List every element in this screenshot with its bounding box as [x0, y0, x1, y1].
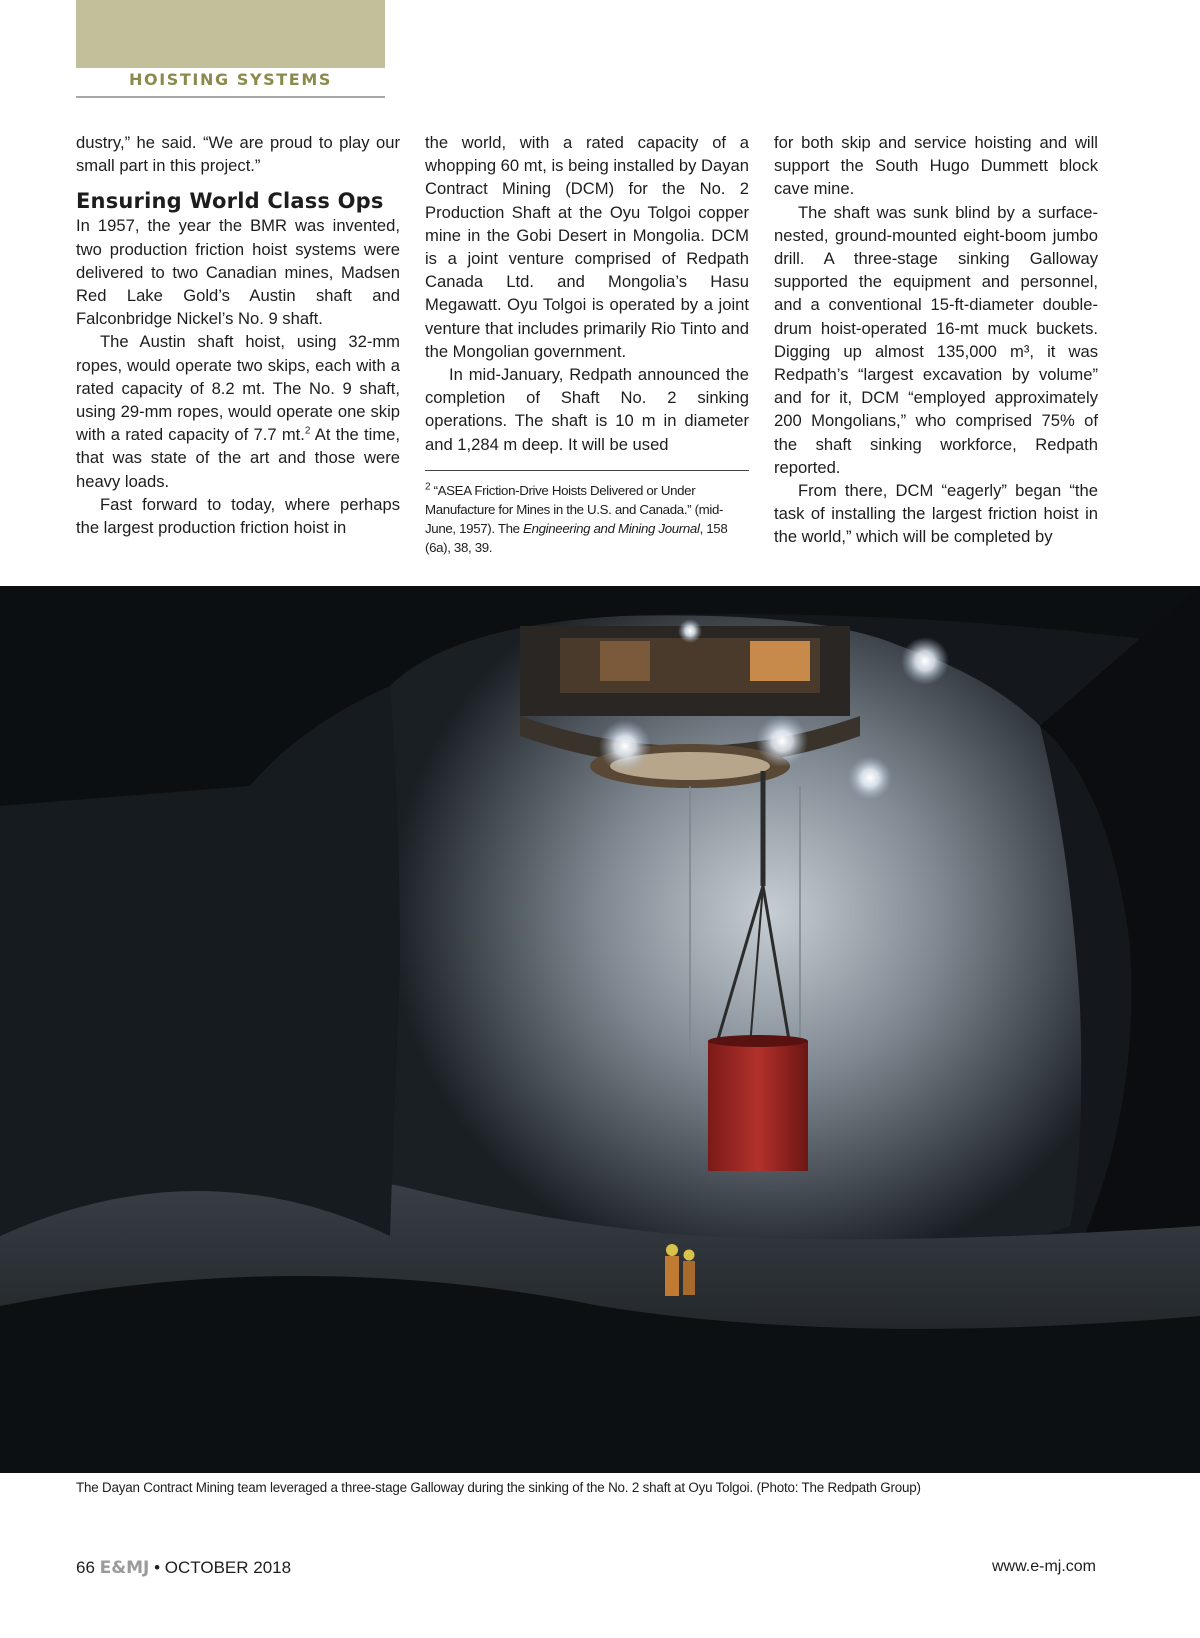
footnote [425, 481, 749, 557]
paragraph [76, 330, 400, 492]
footnote-text: “ASEA Friction-Drive Hoists Delivered or Under Manufacture for Mines in the U.S. and Canada.” (mid-June, 1957). The [425, 482, 724, 536]
paragraph: dustry,” he said. “We are proud to play our small part in this project.” [76, 133, 400, 176]
paragraph: In 1957, the year the BMR was invented, two production friction hoist systems were delivered to two Canadian mines, Madsen Red Lake Gold’s Austin shaft and Falconbridge Nickel’s No. 9 shaft. [76, 216, 400, 329]
footer-separator: • [154, 1558, 161, 1577]
paragraph-text: The Austin shaft hoist, using 32-mm ropes, would operate two skips, each with a rated capacity of 8.2 mt. The No. 9 shaft, using 29-mm ropes, would operate one skip with a rated capacity of 7.7 mt. [76, 332, 400, 445]
shaft-photo-illustration [0, 586, 1200, 1473]
subheading: Ensuring World Class Ops [76, 189, 384, 214]
paragraph: Fast forward to today, where perhaps the largest production friction hoist in [76, 494, 400, 538]
magazine-name: E&MJ [99, 1558, 150, 1578]
footnote-number: 2 [425, 481, 431, 493]
paragraph-text: At the time, that was state of the art and those were heavy loads. [76, 425, 400, 491]
paragraph: From there, DCM “eagerly” began “the task of installing the largest friction hoist in the world,” which will be completed by [774, 481, 1098, 547]
article-column-3 [774, 131, 1098, 549]
page-number: 66 [76, 1558, 95, 1577]
footnote-rule [425, 470, 749, 471]
footnote-tail: , 158 (6a), 38, 39. [425, 520, 728, 555]
paragraph: In mid-January, Redpath announced the completion of Shaft No. 2 sinking operations. The shaft is 10 m in diameter and 1,284 m deep. It will be used [425, 365, 749, 454]
page-footer-left [76, 1558, 291, 1578]
paragraph: The shaft was sunk blind by a surface-nested, ground-mounted eight-boom jumbo drill. A three-stage sinking Galloway supported the equipment and personnel, and a conventional 15-ft-diameter double-drum hoist-operated 16-mt muck buckets. Digging up almost 135,000 m³, it was Redpath’s “largest excavation by volume” and for it, DCM “employed approximately 200 Mongolians,” who comprised 75% of the shaft sinking workforce, Redpath reported. [774, 202, 1098, 477]
photo-caption: The Dayan Contract Mining team leveraged a three-stage Galloway during the sinking of the No. 2 shaft at Oyu Tolgoi. (Photo: The Redpath Group) [76, 1480, 921, 1495]
paragraph: the world, with a rated capacity of a whopping 60 mt, is being installed by Dayan Contract Mining (DCM) for the No. 2 Production Shaft at the Oyu Tolgoi copper mine in the Gobi Desert in Mongolia. DCM is a joint venture comprised of Redpath Canada Ltd. and Mongolia’s Hasu Megawatt. Oyu Tolgoi is operated by a joint venture that includes primarily Rio Tinto and the Mongolian government. [425, 133, 749, 361]
paragraph: for both skip and service hoisting and will support the South Hugo Dummett block cave mine. [774, 133, 1098, 199]
issue-date: OCTOBER 2018 [164, 1558, 292, 1577]
article-column-2 [425, 131, 749, 557]
section-rule [76, 96, 385, 98]
article-column-1 [76, 131, 400, 539]
footnote-ref[interactable]: 2 [304, 425, 311, 437]
website-url[interactable]: www.e-mj.com [991, 1558, 1096, 1575]
section-color-tab [76, 0, 385, 68]
section-label: HOISTING SYSTEMS [129, 70, 332, 89]
footnote-journal: Engineering and Mining Journal [523, 520, 700, 536]
shaft-photo [0, 586, 1200, 1473]
